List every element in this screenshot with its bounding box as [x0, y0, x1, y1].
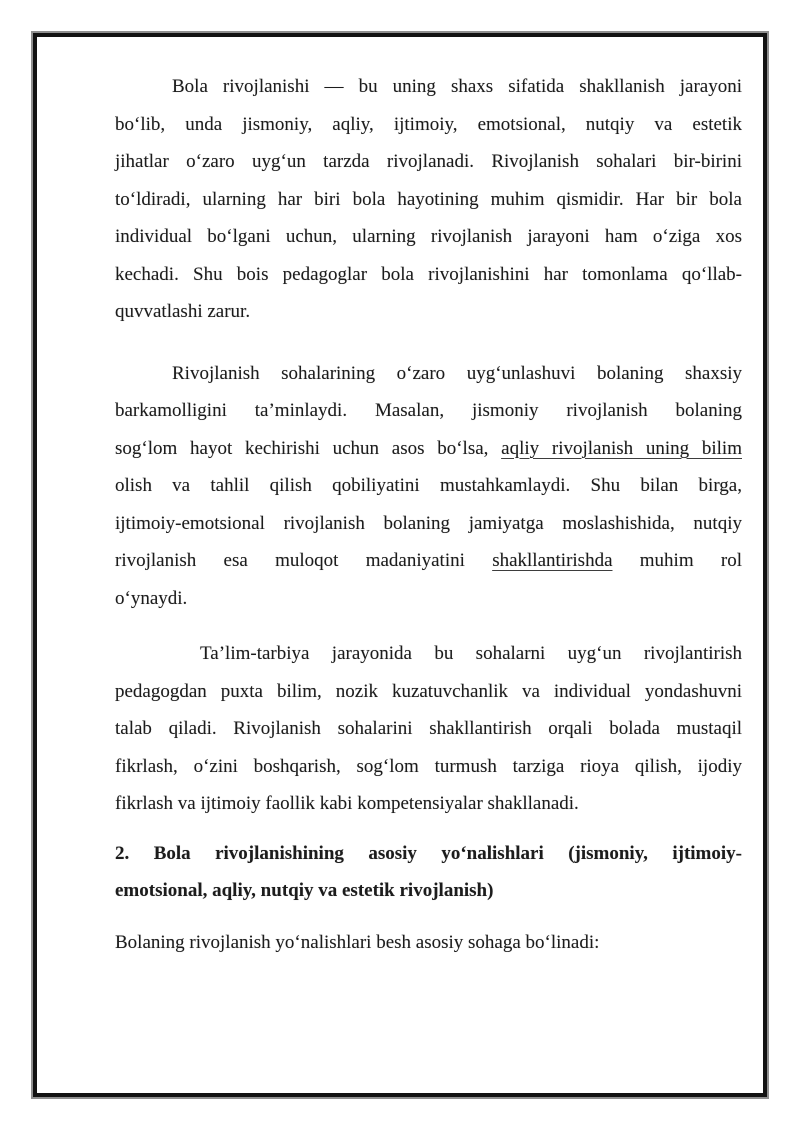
text-segment: sog‘lom hayot kechirishi uchun asos bo‘lsa,	[115, 437, 502, 459]
closing-line: Bolaning rivojlanish yo‘nalishlari besh asosiy sohaga bo‘linadi:	[115, 931, 600, 953]
paragraph-2	[115, 355, 742, 618]
text-line: ijtimoiy-emotsional rivojlanish bolaning jamiyatga moslashishida, nutqiy	[115, 512, 742, 534]
text-line: Bola rivojlanishi — bu uning shaxs sifatida shakllanish jarayoni	[172, 76, 742, 97]
underlined-text: aqliy rivojlanish uning bilim	[501, 437, 742, 459]
paragraph-3	[115, 635, 742, 823]
text-line	[115, 430, 742, 468]
text-segment: rivojlanish esa muloqot madaniyatini	[115, 550, 493, 571]
text-line: olish va tahlil qilish qobiliyatini mustahkamlaydi. Shu bilan birga,	[115, 475, 742, 496]
text-line: kechadi. Shu bois pedagoglar bola rivojlanishini har tomonlama qo‘llab-	[115, 263, 742, 285]
text-segment: muhim rol	[612, 550, 742, 571]
text-line: talab qiladi. Rivojlanish sohalarini shakllantirish orqali bolada mustaqil	[115, 718, 742, 739]
text-line: fikrlash, o‘zini boshqarish, sog‘lom turmush tarziga rioya qilish, ijodiy	[115, 755, 742, 777]
body-text	[115, 68, 742, 961]
underlined-text: shakllantirishda	[492, 550, 613, 571]
text-line: to‘ldiradi, ularning har biri bola hayotining muhim qismidir. Har bir bola	[115, 188, 742, 210]
text-line	[115, 542, 742, 580]
text-line: Rivojlanish sohalarining o‘zaro uyg‘unlashuvi bolaning shaxsiy	[172, 362, 742, 384]
closing-paragraph	[115, 924, 742, 962]
text-line: jihatlar o‘zaro uyg‘un tarzda rivojlanadi. Rivojlanish sohalari bir-birini	[115, 151, 742, 172]
text-line: quvvatlashi zarur.	[115, 301, 251, 322]
text-line: o‘ynaydi.	[115, 587, 188, 609]
section-heading	[115, 835, 742, 910]
text-line: barkamolligini ta’minlaydi. Masalan, jismoniy rivojlanish bolaning	[115, 400, 742, 421]
heading-line: 2. Bola rivojlanishining asosiy yo‘nalishlari (jismoniy, ijtimoiy-	[115, 842, 742, 864]
heading-line: emotsional, aqliy, nutqiy va estetik rivojlanish)	[115, 880, 494, 901]
paragraph-1	[115, 68, 742, 331]
text-line: Ta’lim-tarbiya jarayonida bu sohalarni uyg‘un rivojlantirish	[200, 643, 742, 664]
text-line: pedagogdan puxta bilim, nozik kuzatuvchanlik va individual yondashuvni	[115, 680, 742, 702]
text-line: individual bo‘lgani uchun, ularning rivojlanish jarayoni ham o‘ziga xos	[115, 226, 742, 247]
text-line: fikrlash va ijtimoiy faollik kabi kompetensiyalar shakllanadi.	[115, 793, 579, 814]
text-line: bo‘lib, unda jismoniy, aqliy, ijtimoiy, emotsional, nutqiy va estetik	[115, 113, 742, 135]
